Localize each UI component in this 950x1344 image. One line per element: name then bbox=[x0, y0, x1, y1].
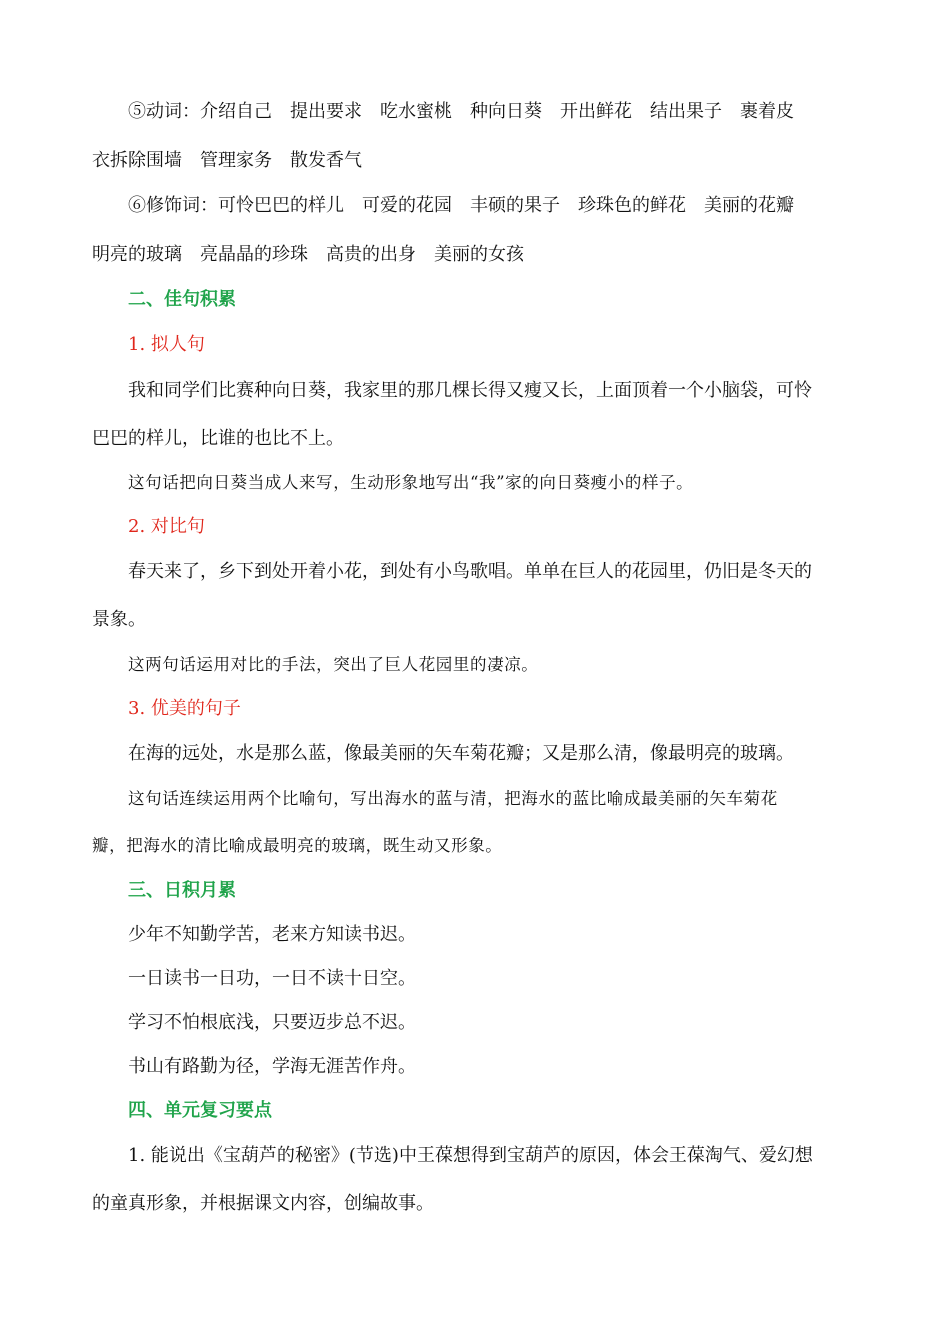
sentence-1-line-2: 巴巴的样儿，比谁的也比不上。 bbox=[92, 428, 344, 449]
sentence-3-explanation-2: 瓣，把海水的清比喻成最明亮的玻璃，既生动又形象。 bbox=[92, 836, 503, 855]
subheading-beautiful: 3. 优美的句子 bbox=[128, 698, 241, 719]
modifiers-line-2: 明亮的玻璃 亮晶晶的珍珠 高贵的出身 美丽的女孩 bbox=[92, 244, 524, 265]
section-heading-daily: 三、日积月累 bbox=[128, 880, 236, 901]
sentence-3-line-1: 在海的远处，水是那么蓝，像最美丽的矢车菊花瓣；又是那么清，像最明亮的玻璃。 bbox=[128, 743, 794, 764]
verbs-line-2: 衣拆除围墙 管理家务 散发香气 bbox=[92, 150, 362, 171]
subheading-contrast: 2. 对比句 bbox=[128, 516, 205, 537]
sentence-2-line-1: 春天来了，乡下到处开着小花，到处有小鸟歌唱。单单在巨人的花园里，仍旧是冬天的 bbox=[128, 561, 812, 582]
sentence-1-line-1: 我和同学们比赛种向日葵，我家里的那几棵长得又瘦又长，上面顶着一个小脑袋，可怜 bbox=[128, 380, 812, 401]
proverb-2: 一日读书一日功，一日不读十日空。 bbox=[128, 968, 416, 989]
section-heading-sentences: 二、佳句积累 bbox=[128, 289, 236, 310]
review-point-1-line-2: 的童真形象，并根据课文内容，创编故事。 bbox=[92, 1193, 434, 1214]
sentence-3-explanation-1: 这句话连续运用两个比喻句，写出海水的蓝与清，把海水的蓝比喻成最美丽的矢车菊花 bbox=[128, 789, 778, 808]
verbs-line-1: ⑤动词：介绍自己 提出要求 吃水蜜桃 种向日葵 开出鲜花 结出果子 裹着皮 bbox=[128, 101, 794, 122]
subheading-personification: 1. 拟人句 bbox=[128, 334, 205, 355]
proverb-3: 学习不怕根底浅，只要迈步总不迟。 bbox=[128, 1012, 416, 1033]
section-heading-review: 四、单元复习要点 bbox=[128, 1100, 272, 1121]
proverb-4: 书山有路勤为径，学海无涯苦作舟。 bbox=[128, 1056, 416, 1077]
proverb-1: 少年不知勤学苦，老来方知读书迟。 bbox=[128, 924, 416, 945]
sentence-2-line-2: 景象。 bbox=[92, 609, 146, 630]
sentence-2-explanation: 这两句话运用对比的手法，突出了巨人花园里的凄凉。 bbox=[128, 655, 539, 674]
modifiers-line-1: ⑥修饰词：可怜巴巴的样儿 可爱的花园 丰硕的果子 珍珠色的鲜花 美丽的花瓣 bbox=[128, 195, 794, 216]
sentence-1-explanation: 这句话把向日葵当成人来写，生动形象地写出“我”家的向日葵瘦小的样子。 bbox=[128, 473, 694, 492]
review-point-1-line-1: 1. 能说出《宝葫芦的秘密》(节选)中王葆想得到宝葫芦的原因，体会王葆淘气、爱幻想 bbox=[128, 1145, 813, 1166]
